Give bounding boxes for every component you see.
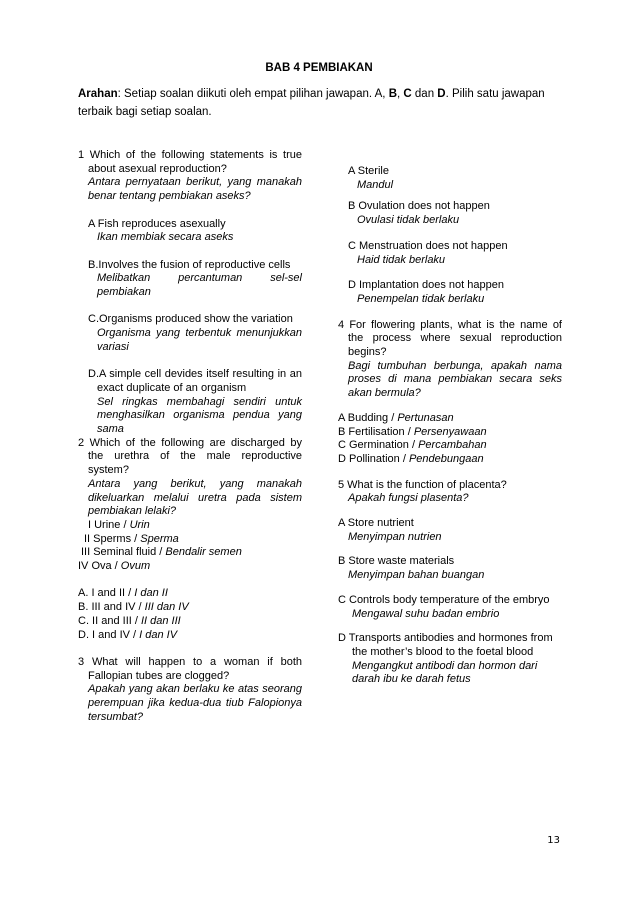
- question-1-option-c-ms: Organisma yang terbentuk menunjukkan variasi: [97, 327, 302, 353]
- question-3-option-a-ms: Mandul: [357, 178, 394, 191]
- question-5-stem-ms: Apakah fungsi plasenta?: [348, 492, 469, 505]
- question-2-item: II Sperms / Sperma: [84, 532, 179, 545]
- instructions-label: Arahan: [78, 88, 118, 100]
- question-1-stem-ms: Antara pernyataan berikut, yang manakah benar tentang pembiakan aseks?: [88, 176, 302, 203]
- question-4-option: B Fertilisation / Persenyawaan: [338, 425, 487, 438]
- question-3-option-a: A Sterile: [348, 165, 389, 177]
- question-2-item: I Urine / Urin: [88, 518, 150, 531]
- question-3-option-b: B Ovulation does not happen: [348, 200, 490, 213]
- question-5-option-a-ms: Menyimpan nutrien: [348, 530, 442, 543]
- question-4-stem-ms: Bagi tumbuhan berbunga, apakah nama proses di mana pembiakan secara seks akan bermula?: [348, 359, 562, 400]
- question-4-option: D Pollination / Pendebungaan: [338, 452, 484, 465]
- question-5-option-a: A Store nutrient: [338, 517, 414, 530]
- question-1: [78, 149, 302, 437]
- question-1-option-a-ms: Ikan membiak secara aseks: [97, 231, 234, 244]
- question-2: [78, 437, 302, 656]
- question-3-stem-ms: Apakah yang akan berlaku ke atas seorang perempuan jika kedua-dua tiub Falopionya tersumbat?: [88, 683, 302, 723]
- question-4-option: C Germination / Percambahan: [338, 439, 487, 452]
- question-1-stem-en: 1 Which of the following statements is true about asexual reproduction?: [78, 149, 302, 175]
- question-4: [338, 319, 562, 479]
- question-2-item: III Seminal fluid / Bendalir semen: [81, 546, 242, 559]
- question-3-option-d: D Implantation does not happen: [348, 279, 504, 292]
- page-title: BAB 4 PEMBIAKAN: [265, 62, 373, 74]
- question-1-option-b-ms: Melibatkan percantuman sel-sel pembiakan: [97, 272, 302, 298]
- question-2-option: D. I and IV / I dan IV: [78, 628, 178, 641]
- question-3-options: [338, 165, 562, 319]
- question-2-option: A. I and II / I dan II: [78, 587, 168, 600]
- question-5-option-c-ms: Mengawal suhu badan embrio: [352, 607, 500, 620]
- question-5-option-c: C Controls body temperature of the embryo: [338, 593, 550, 606]
- question-2-stem-ms: Antara yang berikut, yang manakah dikeluarkan melalui uretra pada sistem pembiakan lelaki?: [88, 477, 302, 518]
- page-number: 13: [547, 835, 560, 846]
- question-4-stem-en: 4 For flowering plants, what is the name of the process where sexual reproduction begins?: [338, 318, 562, 359]
- question-3-option-c-ms: Haid tidak berlaku: [357, 253, 446, 266]
- question-3-option-c: C Menstruation does not happen: [348, 239, 508, 252]
- question-5-option-b: B Store waste materials: [338, 555, 455, 568]
- question-2-option: C. II and III / II dan III: [78, 614, 181, 627]
- question-3-stem-en: 3 What will happen to a woman if both Fallopian tubes are clogged?: [78, 655, 302, 682]
- question-3-option-d-ms: Penempelan tidak berlaku: [357, 292, 485, 305]
- question-1-option-b: B.Involves the fusion of reproductive cells: [88, 258, 291, 271]
- right-column: [338, 165, 562, 687]
- question-4-option: A Budding / Pertunasan: [338, 411, 454, 424]
- question-2-item: IV Ova / Ovum: [78, 560, 151, 573]
- question-1-option-a: A Fish reproduces asexually: [88, 217, 226, 230]
- question-3: [78, 656, 302, 725]
- question-2-option: B. III and IV / III dan IV: [78, 601, 189, 614]
- question-1-option-c: C.Organisms produced show the variation: [88, 313, 293, 326]
- question-5-option-d-ms: Mengangkut antibodi dan hormon dari darah ibu ke darah fetus: [352, 659, 538, 686]
- question-5-option-d: D Transports antibodies and hormones from the mother’s blood to the foetal blood: [338, 632, 553, 658]
- question-1-option-d-ms: Sel ringkas membahagi sendiri untuk menghasilkan organisma pendua yang sama: [97, 395, 302, 435]
- question-5-option-b-ms: Menyimpan bahan buangan: [348, 569, 485, 582]
- instructions: Arahan: Setiap soalan diikuti oleh empat pilihan jawapan. A, B, C dan D. Pilih satu jawapan terbaik bagi setiap soalan.: [78, 88, 545, 118]
- question-2-stem-en: 2 Which of the following are discharged by the urethra of the male reproductive system?: [78, 436, 302, 477]
- question-1-option-d: D.A simple cell devides itself resulting in an exact duplicate of an organism: [88, 368, 302, 394]
- question-5: [338, 479, 562, 687]
- question-5-stem-en: 5 What is the function of placenta?: [338, 478, 507, 491]
- question-3-option-b-ms: Ovulasi tidak berlaku: [357, 214, 460, 227]
- left-column: [78, 149, 302, 724]
